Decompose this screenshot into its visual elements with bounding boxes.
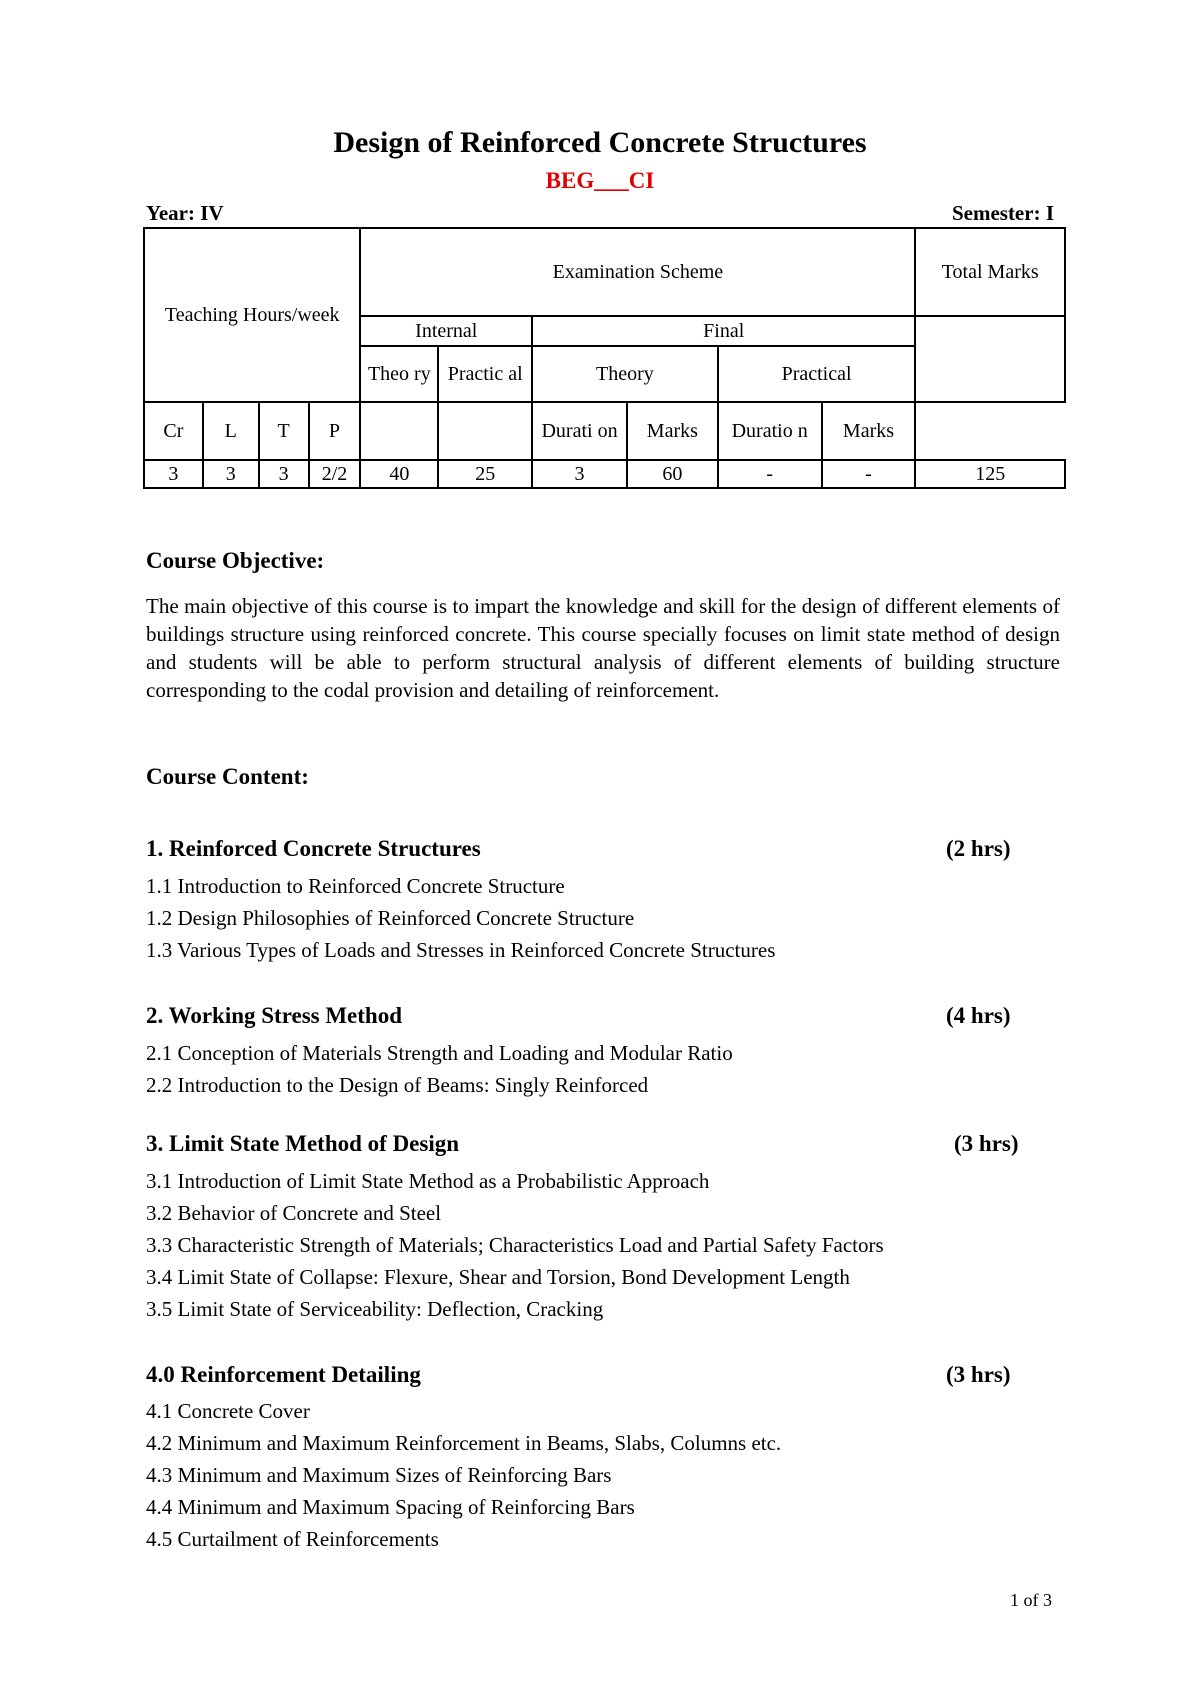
value-cell: 40: [360, 460, 438, 488]
list-item: 3.4 Limit State of Collapse: Flexure, Shear and Torsion, Bond Development Length: [146, 1265, 850, 1289]
value-cell: 3: [144, 460, 203, 488]
list-item: 4.5 Curtailment of Reinforcements: [146, 1527, 439, 1551]
list-item: 1.3 Various Types of Loads and Stresses in Reinforced Concrete Structures: [146, 938, 776, 962]
internal-theory-header: Theo ry: [360, 346, 438, 402]
empty-cell: [438, 402, 532, 460]
total-marks-header: Total Marks: [915, 228, 1065, 316]
section-items: [146, 870, 1046, 966]
value-cell: 60: [627, 460, 718, 488]
teaching-hours-header: Teaching Hours/week: [144, 228, 360, 402]
p-header: P: [309, 402, 361, 460]
section-hours: (4 hrs): [946, 1003, 1011, 1028]
total-marks-spacer: [915, 316, 1065, 402]
section-hours: (3 hrs): [954, 1131, 1019, 1156]
section-items: [146, 1037, 1046, 1101]
list-item: 3.5 Limit State of Serviceability: Deflection, Cracking: [146, 1297, 604, 1321]
exam-scheme-header: Examination Scheme: [360, 228, 915, 316]
list-item: 4.4 Minimum and Maximum Spacing of Reinforcing Bars: [146, 1495, 635, 1519]
list-item: 4.2 Minimum and Maximum Reinforcement in Beams, Slabs, Columns etc.: [146, 1431, 782, 1455]
section-hours: (3 hrs): [946, 1362, 1011, 1387]
l-header: L: [203, 402, 259, 460]
internal-header: Internal: [360, 316, 532, 346]
value-cell: 3: [259, 460, 309, 488]
final-theory-header: Theory: [532, 346, 718, 402]
empty-cell: [360, 402, 438, 460]
list-item: 3.2 Behavior of Concrete and Steel: [146, 1201, 442, 1225]
practical-marks-header: Marks: [822, 402, 916, 460]
list-item: 1.2 Design Philosophies of Reinforced Concrete Structure: [146, 906, 635, 930]
value-cell: -: [822, 460, 916, 488]
list-item: 2.2 Introduction to the Design of Beams: Singly Reinforced: [146, 1073, 649, 1097]
year-semester-row: [146, 201, 1054, 226]
course-code: BEG___CI: [545, 168, 655, 193]
value-cell: 125: [915, 460, 1065, 488]
list-item: 3.1 Introduction of Limit State Method as a Probabilistic Approach: [146, 1169, 710, 1193]
section-items: [146, 1165, 1046, 1325]
theory-duration-header: Durati on: [532, 402, 627, 460]
list-item: 1.1 Introduction to Reinforced Concrete Structure: [146, 874, 565, 898]
section-title: 4.0 Reinforcement Detailing: [146, 1362, 421, 1387]
section-hours: (2 hrs): [946, 836, 1011, 861]
value-cell: 25: [438, 460, 532, 488]
value-cell: 3: [203, 460, 259, 488]
list-item: 4.1 Concrete Cover: [146, 1399, 310, 1423]
objective-text: The main objective of this course is to impart the knowledge and skill for the design of different elements of buildings structure using reinforced concrete. This course specially focuses on limit state method of design and students will be able to perform structural analysis of different elements of building structure corresponding to the codal provision and detailing of reinforcement.: [146, 594, 1060, 702]
section-title: 3. Limit State Method of Design: [146, 1131, 460, 1156]
year-label: Year: IV: [146, 201, 224, 225]
internal-practical-header: Practic al: [438, 346, 532, 402]
semester-label: Semester: I: [951, 201, 1054, 225]
value-cell: -: [718, 460, 822, 488]
examination-scheme-table: [143, 227, 1066, 489]
section-title: 2. Working Stress Method: [146, 1003, 403, 1028]
cr-header: Cr: [144, 402, 203, 460]
final-practical-header: Practical: [718, 346, 916, 402]
objective-heading: Course Objective:: [146, 548, 325, 573]
list-item: 4.3 Minimum and Maximum Sizes of Reinforcing Bars: [146, 1463, 612, 1487]
page-number: 1 of 3: [1010, 1590, 1052, 1610]
theory-marks-header: Marks: [627, 402, 718, 460]
final-header: Final: [532, 316, 915, 346]
list-item: 2.1 Conception of Materials Strength and Loading and Modular Ratio: [146, 1041, 733, 1065]
practical-duration-header: Duratio n: [718, 402, 822, 460]
value-cell: 3: [532, 460, 627, 488]
value-cell: 2/2: [309, 460, 361, 488]
section-items: [146, 1395, 1046, 1555]
content-heading: Course Content:: [146, 764, 309, 789]
t-header: T: [259, 402, 309, 460]
document-title: Design of Reinforced Concrete Structures: [333, 126, 867, 159]
list-item: 3.3 Characteristic Strength of Materials; Characteristics Load and Partial Safety Factors: [146, 1233, 884, 1257]
section-title: 1. Reinforced Concrete Structures: [146, 836, 481, 861]
